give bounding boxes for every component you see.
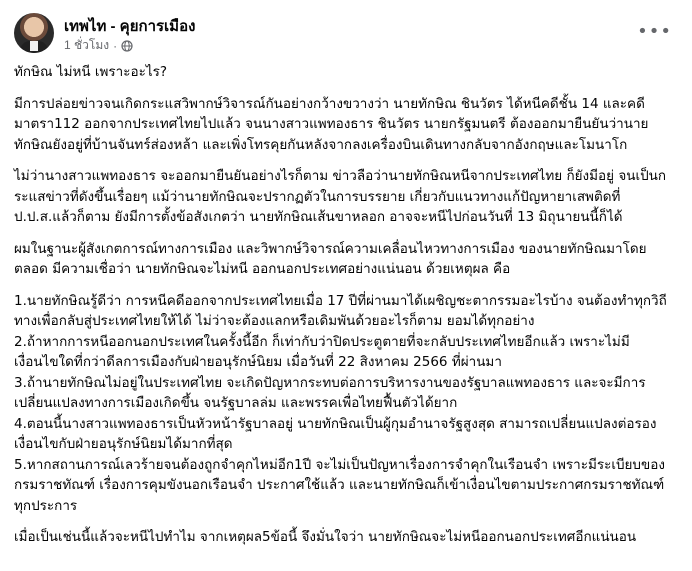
avatar[interactable] (14, 13, 54, 53)
post-body (14, 62, 674, 559)
reason-item: 5.หากสถานการณ์เลวร้ายจนต้องถูกจำคุกไหม่อีก1ปี จะไม่เป็นปัญหาเรื่องการจำคุกในเรือนจำ เพราะมีระเบียบของกรมราชทัณฑ์ เรื่องการคุมขังนอกเรือนจำ ประกาศใช้แล้ว และนายทักษิณก็เข้าเงื่อนไขตามประกาศกรมราชทัณฑ์ทุกประการ (14, 456, 665, 514)
reason-item: 4.ตอนนี้นางสาวแพทองธารเป็นหัวหน้ารัฐบาลอยู่ นายทักษิณเป็นผู้กุมอำนาจรัฐสูงสุด สามารถเปลี่ยนแปลงต่อรองเงื่อนไขกับฝ่ายอนุรักษ์นิยมได้มากที่สุด (14, 415, 657, 452)
post-conclusion: เมื่อเป็นเช่นนี้แล้วจะหนีไปทำไม จากเหตุผล5ข้อนี้ จึงมั่นใจว่า นายทักษิณจะไม่หนีออกนอกประเทศอีกแน่นอน (14, 529, 637, 545)
post-time[interactable]: 1 ชั่วโมง (64, 38, 110, 52)
globe-icon (121, 40, 133, 52)
meta-separator: · (113, 38, 118, 53)
avatar-collar (30, 41, 38, 51)
post-header (14, 13, 678, 57)
reason-item: 1.นายทักษิณรู้ดีว่า การหนีคดีออกจากประเทศไทยเมื่อ 17 ปีที่ผ่านมาได้เผชิญชะตากรรมอะไรบ้าง จนต้องทำทุกวิถีทางเพื่อกลับสู่ประเทศไทยให้ได้ ไม่ว่าจะต้องแลกหรือเดิมพันด้วยอะไรก็ตาม ยอมได้ทุกอย่าง (14, 292, 667, 329)
post-headline: ทักษิณ ไม่หนี เพราะอะไร? (14, 64, 168, 80)
post-meta (64, 36, 133, 55)
post-paragraph: ผมในฐานะผู้สังเกตการณ์ทางการเมือง และวิพากษ์วิจารณ์ความเคลื่อนไหวทางการเมือง ของนายทักษิณมาโดยตลอด มีความเชื่อว่า นายทักษิณจะไม่หนี ออกนอกประเทศอย่างแน่นอน ด้วยเหตุผล คือ (14, 240, 647, 277)
reason-item: 3.ถ้านายทักษิณไม่อยู่ในประเทศไทย จะเกิดปัญหากระทบต่อการบริหารงานของรัฐบาลแพทองธาร และจะมีการเปลี่ยนแปลงทางการเมืองเกิดขึ้น จนรัฐบาลล่ม และพรรคเพื่อไทยฟื้นตัวได้ยาก (14, 374, 646, 411)
post-paragraph: มีการปล่อยข่าวจนเกิดกระแสวิพากษ์วิจารณ์กันอย่างกว้างขวางว่า นายทักษิณ ชินวัตร ได้หนีคดีชั้น 14 และคดีมาตรา112 ออกจากประเทศไทยไปแล้ว จนนางสาวแพทองธาร ชินวัตร นายกรัฐมนตรี ต้องออกมายืนยันว่านายทักษิณยังอยู่ที่บ้านจันทร์ส่องหล้า และเพิ่งโทรคุยกันหลังจากลงเครื่องบินเดินทางกลับจากอังกฤษและโมนาโก (14, 95, 649, 153)
post-paragraph: ไม่ว่านางสาวแพทองธาร จะออกมายืนยันอย่างไรก็ตาม ข่าวลือว่านายทักษิณหนีจากประเทศไทย ก็ยังมีอยู่ จนเป็นกระแสข่าวที่ดังขึ้นเรื่อยๆ แม้ว่านายทักษิณจะปรากฏตัวในการบรรยาย เกี่ยวกับแนวทางแก้ปัญหายาเสพติดที่ ป.ป.ส.แล้วก็ตาม ยังมีการตั้งข้อสังเกตว่า นายทักษิณเส้นขาหลอก อาจจะหนีไปก่อนวันที่ 13 มิถุนายนนี้ก็ได้ (14, 168, 667, 225)
reason-item: 2.ถ้าหากการหนีออกนอกประเทศในครั้งนี้อีก ก็เท่ากับว่าปิดประตูตายที่จะกลับประเทศไทยอีกแล้ว เพราะไม่มีเงื่อนไขใดที่กว่าดีลการเมืองกับฝ่ายอนุรักษ์นิยม เมื่อวันที่ 22 สิงหาคม 2566 ที่ผ่านมา (14, 333, 630, 370)
ellipsis-icon[interactable]: ••• (637, 21, 672, 42)
author-name[interactable]: เทพไท - คุยการเมือง (64, 18, 196, 35)
